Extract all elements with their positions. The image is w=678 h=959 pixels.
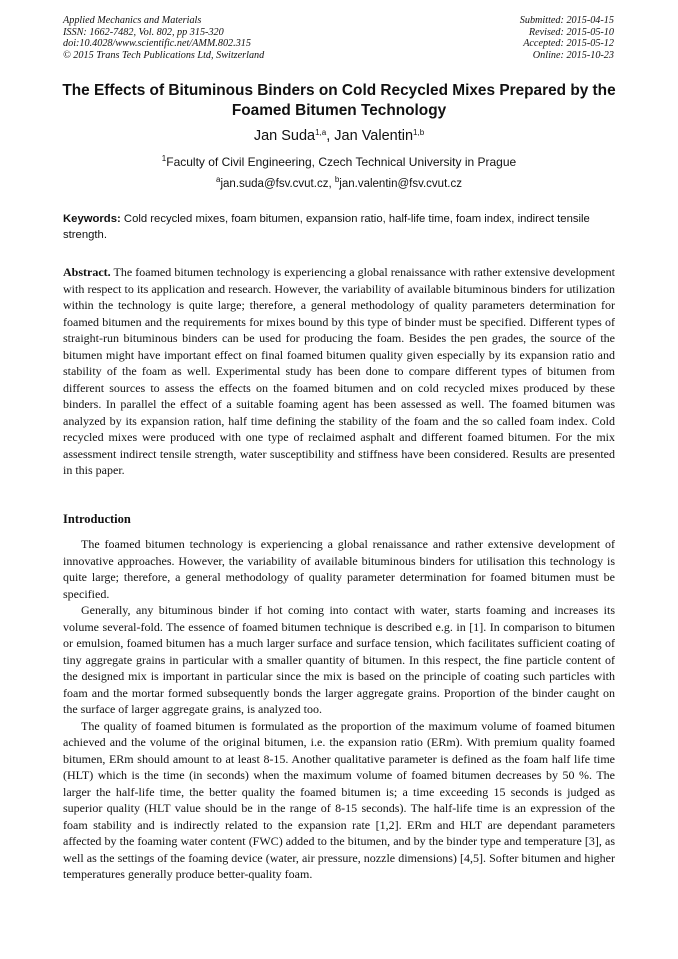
journal-copyright: © 2015 Trans Tech Publications Ltd, Switzerland bbox=[63, 49, 265, 61]
journal-header bbox=[63, 15, 264, 61]
keywords-text: Cold recycled mixes, foam bitumen, expansion ratio, half-life time, foam index, indirect tensile strength. bbox=[63, 213, 590, 241]
paragraph: The foamed bitumen technology is experiencing a global renaissance and rather extensive development of innovative approaches. However, the variability of available bituminous binders for utilisation this technology is quite large; therefore, a general methodology of quality parameter determination for foamed bitumen must be specified. bbox=[63, 537, 615, 601]
abstract bbox=[63, 264, 615, 479]
affiliation-text: Faculty of Civil Engineering, Czech Technical University in Prague bbox=[166, 155, 517, 169]
author-emails bbox=[0, 177, 678, 192]
author-separator: , bbox=[326, 128, 335, 144]
journal-issn: ISSN: 1662-7482, Vol. 802, pp 315-320 bbox=[63, 26, 224, 38]
date-revised: Revised: 2015-05-10 bbox=[528, 26, 614, 38]
date-accepted: Accepted: 2015-05-12 bbox=[523, 38, 614, 50]
paragraph: Generally, any bituminous binder if hot coming into contact with water, starts foaming and increases its volume several-fold. The essence of foamed bitumen technique is described e.g. in [1]. In comparison to bitumen or emulsion, foamed bitumen has a much larger surface and surface tension, which facilitates sufficient coating of tiny aggregate grains in particular with a smaller quantity of bitumen. In this respect, the fine particle content of the designed mix is important in particular since the mix is based on the principle of coating such particles with foam and the mortar formed subsequently bonds the larger aggregate grains. Proportion of the binder caught on the surface of larger aggregate grains, is analyzed too. bbox=[63, 603, 615, 716]
keywords bbox=[63, 212, 615, 243]
section-heading-introduction: Introduction bbox=[63, 512, 131, 526]
email-marker: a bbox=[216, 175, 221, 184]
email-marker: b bbox=[334, 175, 340, 184]
date-submitted: Submitted: 2015-04-15 bbox=[519, 15, 614, 26]
introduction-body bbox=[63, 536, 615, 883]
abstract-label: Abstract. bbox=[63, 265, 111, 279]
journal-name: Applied Mechanics and Materials bbox=[63, 15, 202, 26]
date-online: Online: 2015-10-23 bbox=[532, 49, 614, 61]
affiliation bbox=[0, 155, 678, 170]
email-separator: , bbox=[328, 178, 335, 190]
submission-dates bbox=[520, 15, 614, 61]
affiliation-marker: 1 bbox=[161, 154, 167, 163]
author-list bbox=[0, 127, 678, 145]
abstract-text: The foamed bitumen technology is experiencing a global renaissance with rather extensive development with respect to its application and research. However, the variability of available bituminous binders for utilization within the technology is quite large; therefore, a general methodology of quality parameters determination for foamed bitumen and the requirements for mixes bound by this type of binder must be specified. Different types of straight-run bituminous binders can be used for producing the foam. Besides the pen grades, the source of the bitumen might have important effect on final foamed bitumen quality given especially by its expansion ratio and stability of the foam as well. Experimental study has been done to compare different types of bitumen from different sources to assess the effects on the foamed bitumen and on cold recycled mixes produced by these binders. In parallel the effect of a suitable foaming agent has been assessed as well. The foamed bitumen was analyzed by its expansion ration, half time defining the stability of the foam and the so called foam index. Cold recycled mixes were produced with one type of reclaimed asphalt and different foamed bitumen. For the mix assessment indirect tensile strength, water susceptibility and stiffness have been considered. Results are presented in this paper. bbox=[63, 265, 615, 477]
journal-doi: doi:10.4028/www.scientific.net/AMM.802.315 bbox=[63, 38, 251, 50]
email-address: jan.valentin@fsv.cvut.cz bbox=[339, 178, 462, 190]
author-name: Jan Valentin bbox=[334, 128, 414, 144]
paragraph: The quality of foamed bitumen is formulated as the proportion of the maximum volume of foamed bitumen achieved and the volume of the original bitumen, i.e. the expansion ratio (ERm). With premium quality foamed bitumen, ERm should amount to at least 8-15. Another qualitative parameter is defined as the foam half life time (HLT) which is the time (in seconds) when the maximum volume of foamed bitumen decreases by 50 %. The larger the half-life time, the better quality the foamed bitumen is; a time exceeding 15 seconds is judged as superior quality (HLT value should be in the range of 8-15 seconds). The half-life time is an expression of the foam stability and is indirectly related to the expansion rate [1,2]. ERm and HLT are dependant parameters affected by the foaming water content (FWC) added to the bitumen, and by the binder type and temperature [3], as well as the settings of the foaming device (water, air pressure, nozzle dimensions) [4,5]. Softer bitumen and higher temperatures generally produce better-quality foam. bbox=[63, 718, 615, 881]
paper-title: The Effects of Bituminous Binders on Cold Recycled Mixes Prepared by the Foamed Bitumen Technology bbox=[62, 82, 616, 119]
email-address: jan.suda@fsv.cvut.cz bbox=[220, 178, 329, 190]
author-affiliation-marker: 1,b bbox=[413, 128, 425, 137]
author-name: Jan Suda bbox=[253, 128, 316, 144]
author-affiliation-marker: 1,a bbox=[315, 128, 327, 137]
keywords-label: Keywords: bbox=[63, 213, 121, 225]
